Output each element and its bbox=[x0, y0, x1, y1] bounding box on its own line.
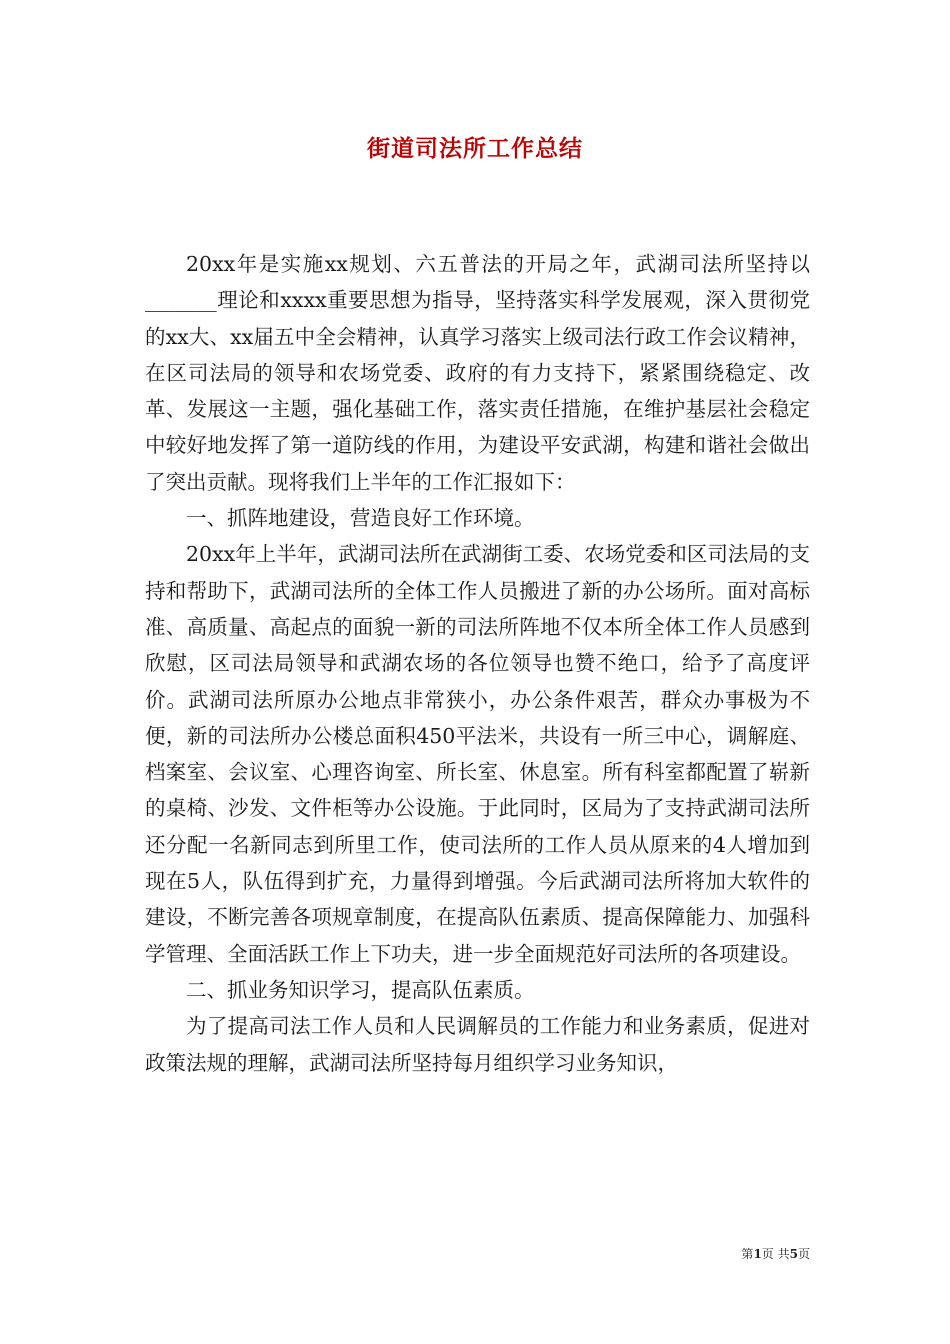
footer-current-page: 1 bbox=[753, 1247, 762, 1261]
footer-prefix: 第 bbox=[741, 1247, 754, 1261]
paragraph-intro: 20xx年是实施xx规划、六五普法的开局之年，武湖司法所坚持以_______理论和xxxx重要思想为指导，坚持落实科学发展观，深入贯彻党的xx大、xx届五中全会精神，认真学习落实上级司法行政工作会议精神，在区司法局的领导和农场党委、政府的有力支持下，紧紧围绕稳定、改革、发展这一主题，强化基础工作，落实责任措施，在维护基层社会稳定中较好地发挥了第一道防线的作用，为建设平安武湖，构建和谐社会做出了突出贡献。现将我们上半年的工作汇报如下： bbox=[145, 252, 810, 494]
footer-suffix: 页 bbox=[797, 1247, 810, 1261]
paragraph-section-1: 20xx年上半年，武湖司法所在武湖街工委、农场党委和区司法局的支持和帮助下，武湖司法所的全体工作人员搬进了新的办公场所。面对高标准、高质量、高起点的面貌一新的司法所阵地不仅本所全体工作人员感到欣慰，区司法局领导和武湖农场的各位领导也赞不绝口，给予了高度评价。武湖司法所原办公地点非常狭小，办公条件艰苦，群众办事极为不便，新的司法所办公楼总面积450平法米，共设有一所三中心，调解庭、档案室、会议室、心理咨询室、所长室、休息室。所有科室都配置了崭新的桌椅、沙发、文件柜等办公设施。于此同时，区局为了支持武湖司法所还分配一名新同志到所里工作，使司法所的工作人员从原来的4人增加到现在5人，队伍得到扩充，力量得到增强。今后武湖司法所将加大软件的建设，不断完善各项规章制度，在提高队伍素质、提高保障能力、加强科学管理、全面活跃工作上下功夫，进一步全面规范好司法所的各项建设。 bbox=[145, 542, 810, 966]
document-title: 街道司法所工作总结 bbox=[367, 135, 583, 162]
section-heading-2: 二、抓业务知识学习，提高队伍素质。 bbox=[186, 977, 535, 1002]
document-body bbox=[145, 246, 810, 1081]
page-footer bbox=[700, 1246, 810, 1262]
footer-middle: 页 共 bbox=[761, 1247, 790, 1261]
paragraph-section-2: 为了提高司法工作人员和人民调解员的工作能力和业务素质，促进对政策法规的理解，武湖司法所坚持每月组织学习业务知识， bbox=[145, 1014, 810, 1075]
section-heading-1: 一、抓阵地建设，营造良好工作环境。 bbox=[186, 506, 535, 531]
footer-total-pages: 5 bbox=[789, 1247, 798, 1261]
